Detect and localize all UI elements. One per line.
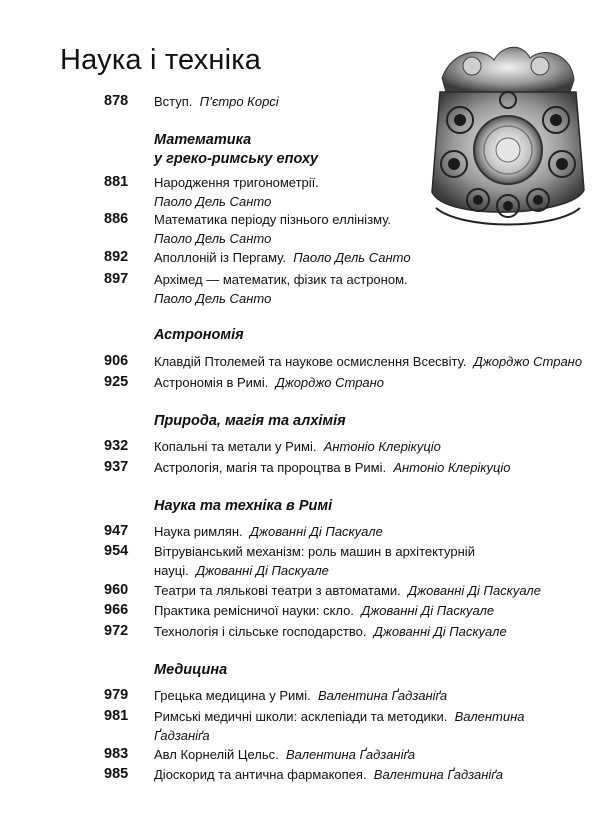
entry-text xyxy=(154,210,584,248)
page-number: 960 xyxy=(104,582,129,598)
entry-title: Астрономія в Римі. xyxy=(154,375,269,390)
entry-author: Джованні Ді Паскуале xyxy=(408,583,541,598)
entry-title: Аполлоній із Пергаму. xyxy=(154,250,286,265)
entry-author: Джованні Ді Паскуале xyxy=(195,563,329,578)
entry-text xyxy=(154,373,584,392)
entry-title: Вітрувіанський механізм: роль машин в архітектурній науці. xyxy=(154,544,475,578)
entry-author: Паоло Дель Санто xyxy=(293,250,411,265)
entry-text xyxy=(154,542,504,580)
entry-author: Джованні Ді Паскуале xyxy=(361,603,495,618)
entry-text xyxy=(154,437,584,456)
page-number: 979 xyxy=(104,687,129,703)
page-number: 881 xyxy=(104,174,129,190)
entry-title: Грецька медицина у Римі. xyxy=(154,688,311,703)
entry-author: Паоло Дель Санто xyxy=(154,194,272,209)
page-number: 981 xyxy=(104,708,129,724)
entry-text xyxy=(154,745,584,764)
page-number: 983 xyxy=(104,746,129,762)
entry-text xyxy=(154,352,584,371)
entry-title: Архімед — математик, фізик та астроном. xyxy=(154,272,408,287)
entry-text xyxy=(154,686,584,705)
entry-author: Джорджо Страно xyxy=(473,354,583,369)
entry-title: Вступ. xyxy=(154,94,193,109)
entry-text xyxy=(154,173,584,211)
entry-text xyxy=(154,92,584,111)
page-number: 906 xyxy=(104,353,129,369)
page-number: 892 xyxy=(104,249,129,265)
entry-title: Астрологія, магія та пророцтва в Римі. xyxy=(154,460,387,475)
entry-author: Джованні Ді Паскуале xyxy=(249,524,383,539)
entry-author: Валентина Ґадзаніґа xyxy=(373,767,503,782)
entry-author: Джованні Ді Паскуале xyxy=(373,624,507,639)
entry-author: Валентина Ґадзаніґа xyxy=(285,747,416,762)
page-number: 878 xyxy=(104,93,129,109)
entry-text xyxy=(154,765,584,784)
entry-text xyxy=(154,270,584,308)
page-number: 897 xyxy=(104,271,129,287)
entry-title: Клавдій Птолемей та наукове осмислення Всесвіту. xyxy=(154,354,467,369)
section-heading-line: Математика xyxy=(154,132,252,148)
entry-text xyxy=(154,248,584,267)
entry-title: Народження тригонометрії. xyxy=(154,175,319,190)
entry-title: Практика ремісничої науки: скло. xyxy=(154,603,354,618)
entry-title: Театри та лялькові театри з автоматами. xyxy=(154,583,401,598)
page-number: 932 xyxy=(104,438,129,454)
entry-title: Копальні та метали у Римі. xyxy=(154,439,317,454)
entry-text xyxy=(154,707,540,745)
section-heading-line: Природа, магія та алхімія xyxy=(154,413,346,429)
page-number: 886 xyxy=(104,211,129,227)
entry-author: П’єтро Корсі xyxy=(199,94,279,109)
page-number: 947 xyxy=(104,523,129,539)
page-number: 966 xyxy=(104,602,129,618)
section-heading-line: Медицина xyxy=(154,662,228,678)
entry-text xyxy=(154,581,584,600)
entry-text xyxy=(154,522,584,541)
section-heading-line: Наука та техніка в Римі xyxy=(154,498,333,514)
entry-author: Паоло Дель Санто xyxy=(154,291,272,306)
section-heading-nature-magic-alchemy xyxy=(154,412,346,431)
section-heading-medicine xyxy=(154,661,227,680)
entry-title: Наука римлян. xyxy=(154,524,243,539)
page-number: 925 xyxy=(104,374,129,390)
entry-text xyxy=(154,601,584,620)
section-heading-astronomy xyxy=(154,326,244,345)
page-title: Наука і техніка xyxy=(60,44,262,76)
entry-author: Паоло Дель Санто xyxy=(154,231,272,246)
entry-text xyxy=(154,458,584,477)
page-number: 954 xyxy=(104,543,129,559)
section-heading-line: у греко-римську епоху xyxy=(154,151,319,167)
entry-text xyxy=(154,622,584,641)
entry-author: Антоніо Клерікуціо xyxy=(323,439,441,454)
page-number: 972 xyxy=(104,623,129,639)
entry-author: Антоніо Клерікуціо xyxy=(393,460,511,475)
entry-title: Діоскорид та антична фармакопея. xyxy=(154,767,367,782)
entry-title: Авл Корнелій Цельс. xyxy=(154,747,279,762)
entry-author: Джорджо Страно xyxy=(275,375,385,390)
section-heading-line: Астрономія xyxy=(154,327,244,343)
entry-title: Математика періоду пізнього еллінізму. xyxy=(154,212,392,227)
entry-title: Римські медичні школи: асклепіади та методики. xyxy=(154,709,448,724)
entry-author: Валентина Ґадзаніґа xyxy=(154,709,525,743)
section-heading-science-rome xyxy=(154,497,332,516)
page-number: 985 xyxy=(104,766,129,782)
entry-author: Валентина Ґадзаніґа xyxy=(317,688,448,703)
entry-title: Технологія і сільське господарство. xyxy=(154,624,367,639)
page-number: 937 xyxy=(104,459,129,475)
section-heading-mathematics xyxy=(154,131,318,169)
